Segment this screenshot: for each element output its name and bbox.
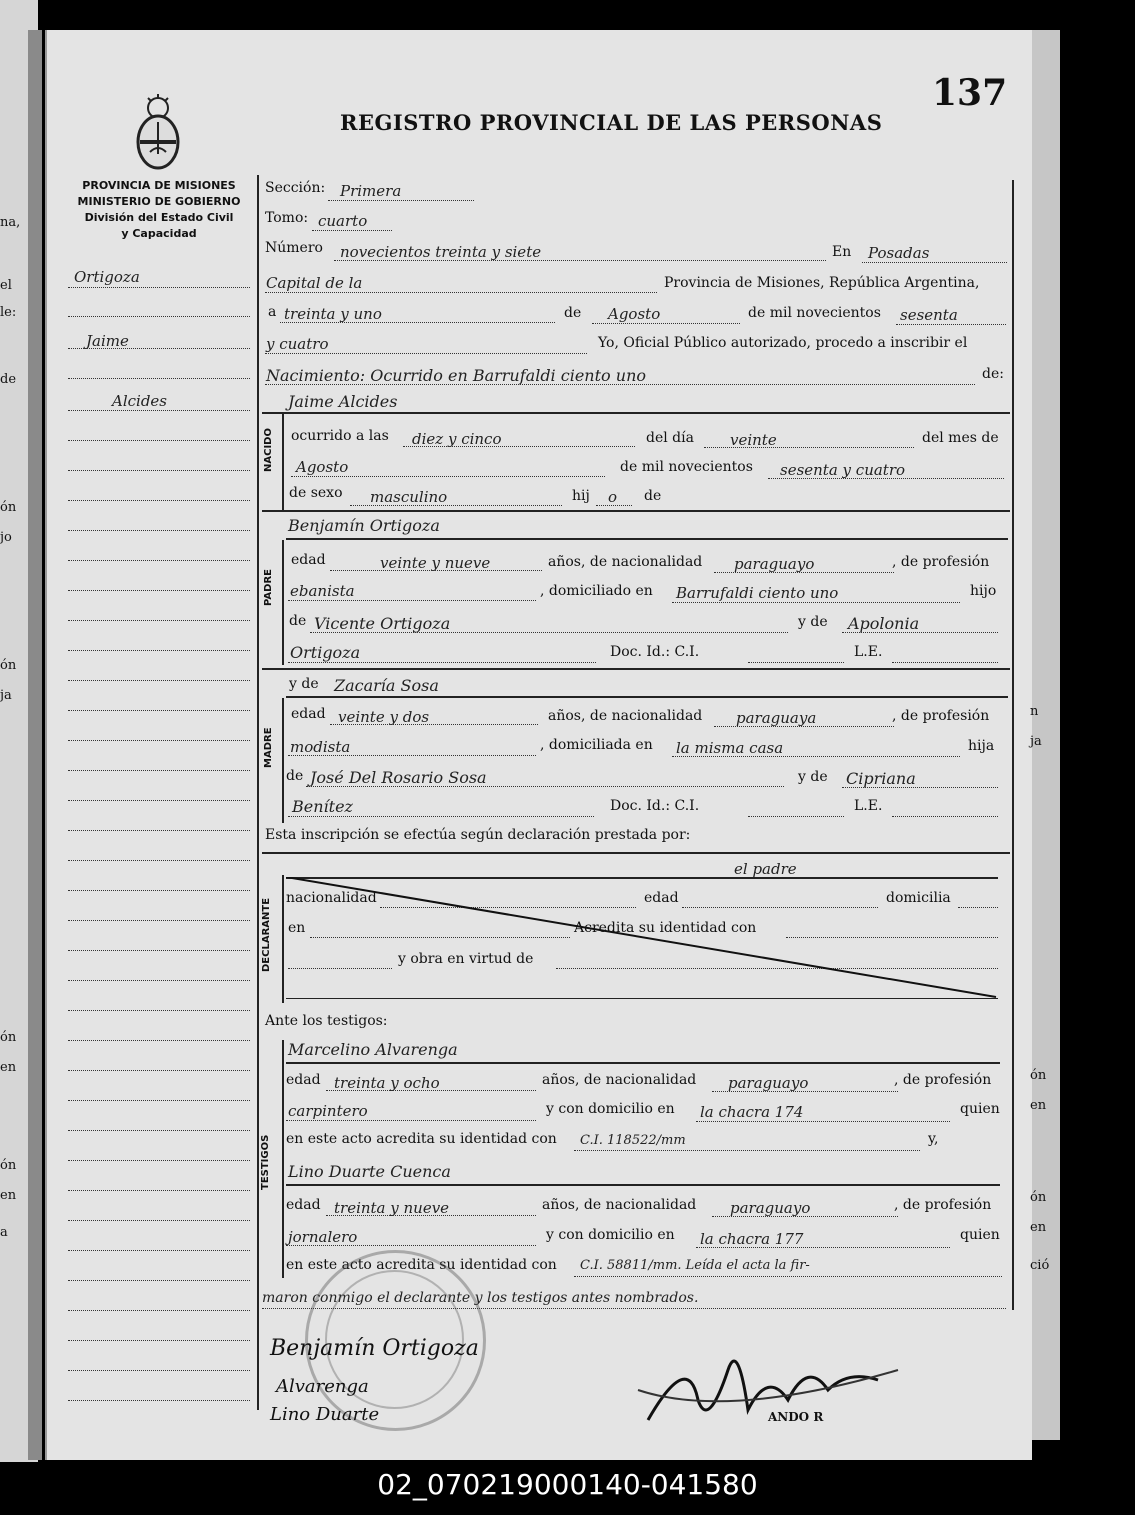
- testigo1-anios-label: años, de nacionalidad: [542, 1072, 697, 1088]
- field-line: [288, 662, 596, 663]
- padre-le-label: L.E.: [854, 644, 883, 660]
- right-fragment: ja: [1030, 734, 1042, 749]
- margin-line: [68, 440, 250, 441]
- field-line: [288, 816, 594, 817]
- section-bracket: [282, 412, 284, 512]
- field-line: [714, 572, 894, 573]
- right-fragment: en: [1030, 1098, 1047, 1113]
- field-line: [574, 1150, 920, 1151]
- margin-line: [68, 560, 250, 561]
- nacido-nombre: Jaime Alcides: [288, 392, 398, 411]
- field-line: [288, 600, 536, 601]
- margin-line: [68, 950, 250, 951]
- field-line: [712, 1091, 898, 1092]
- margin-line: [68, 1010, 250, 1011]
- left-fragment: ón: [0, 500, 17, 515]
- field-line: [714, 726, 894, 727]
- field-line: [291, 476, 605, 477]
- margin-line: [68, 1370, 250, 1371]
- right-fragment: ón: [1030, 1190, 1047, 1205]
- madre-profesion-label: , de profesión: [892, 708, 990, 724]
- name-rule: [286, 696, 1008, 698]
- scan-footer: [0, 1462, 1135, 1515]
- field-line: [892, 662, 998, 663]
- testigo1-documento: C.I. 118522/mm: [580, 1133, 686, 1148]
- declaracion-text: Esta inscripción se efectúa según declaración prestada por:: [265, 827, 691, 843]
- field-line: [288, 755, 536, 756]
- anio-nacimiento-value: sesenta y cuatro: [780, 461, 906, 479]
- mil-text: de mil novecientos: [748, 305, 881, 321]
- del-dia-label: del día: [646, 430, 694, 446]
- declarante-domicilia-label: domicilia: [886, 890, 951, 906]
- margin-line: [68, 1310, 250, 1311]
- padre-profesion-label: , de profesión: [892, 554, 990, 570]
- madre-nacionalidad-value: paraguaya: [736, 709, 817, 727]
- testigo2-documento: C.I. 58811/mm. Leída el acta la fir-: [580, 1258, 810, 1273]
- section-bracket: [282, 875, 284, 1003]
- madre-edad-value: veinte y dos: [338, 708, 430, 726]
- testigo1-quien-label: quien: [960, 1101, 1000, 1117]
- field-line: [330, 570, 542, 571]
- field-line: [842, 787, 998, 788]
- testigo1-profesion-label: , de profesión: [894, 1072, 992, 1088]
- hij-label: hij: [572, 488, 590, 504]
- margin-line: [68, 860, 250, 861]
- declarante-value: el padre: [734, 860, 797, 878]
- madre-de-label: de: [286, 768, 304, 784]
- field-line: [862, 262, 1007, 263]
- field-line: [306, 786, 784, 787]
- field-line: [286, 1245, 536, 1246]
- testigo2-profesion: jornalero: [288, 1228, 358, 1246]
- cancel-strike-line: [286, 877, 998, 999]
- field-line: [328, 200, 474, 201]
- sexo-value: masculino: [370, 488, 448, 506]
- field-line: [350, 505, 562, 506]
- left-fragment: le:: [0, 305, 17, 320]
- margin-line: [68, 1160, 250, 1161]
- seccion-label: Sección:: [265, 180, 326, 196]
- abuela-materna-apellido: Benítez: [292, 797, 353, 816]
- ocurrido-label: ocurrido a las: [291, 428, 389, 444]
- margin-line: [68, 348, 250, 349]
- testigos-section-label: TESTIGOS: [260, 1134, 271, 1190]
- signature-testigo1: Alvarenga: [276, 1376, 369, 1397]
- madre-le-label: L.E.: [854, 798, 883, 814]
- testigo2-profesion-label: , de profesión: [894, 1197, 992, 1213]
- testigo2-quien-label: quien: [960, 1227, 1000, 1243]
- anio-value: sesenta: [900, 306, 958, 324]
- margin-line: [68, 1040, 250, 1041]
- testigo2-domicilio: la chacra 177: [700, 1230, 804, 1248]
- declarante-virtud-label: y obra en virtud de: [398, 951, 534, 967]
- abuela-materna: Cipriana: [846, 769, 916, 788]
- madre-edad-label: edad: [291, 706, 326, 722]
- field-line: [748, 662, 844, 663]
- name-rule: [286, 1062, 1000, 1064]
- tomo-value: cuarto: [318, 212, 368, 230]
- testigo1-y-label: y,: [928, 1131, 939, 1147]
- capital-value: Capital de la: [266, 274, 363, 292]
- madre-section-label: MADRE: [263, 727, 274, 768]
- mil-label: de mil novecientos: [620, 459, 753, 475]
- abuelo-paterno: Vicente Ortigoza: [314, 614, 451, 633]
- numero-label: Número: [265, 240, 323, 256]
- right-fragment: ón: [1030, 1068, 1047, 1083]
- testigo1-domicilio: la chacra 174: [700, 1103, 804, 1121]
- madre-y-de-label: y de: [289, 676, 319, 692]
- field-line: [310, 632, 788, 633]
- field-line: [842, 632, 998, 633]
- field-line: [896, 324, 1006, 325]
- margin-line: [68, 890, 250, 891]
- left-fragment: el: [0, 278, 12, 293]
- en-label: En: [832, 244, 852, 260]
- margin-line: [68, 920, 250, 921]
- padre-domicilio-label: , domiciliado en: [540, 583, 653, 599]
- right-border: [1012, 180, 1014, 1310]
- section-rule: [262, 510, 1010, 512]
- testigo1-nacionalidad: paraguayo: [728, 1074, 809, 1092]
- margin-line: [68, 378, 250, 379]
- testigo1-nombre: Marcelino Alvarenga: [288, 1040, 458, 1059]
- left-fragment: en: [0, 1060, 17, 1075]
- margin-line: [68, 1340, 250, 1341]
- field-line: [696, 1247, 950, 1248]
- madre-anios-label: años, de nacionalidad: [548, 708, 703, 724]
- margin-surname: Ortigoza: [74, 268, 140, 286]
- signature-declarante: Benjamín Ortigoza: [270, 1336, 479, 1361]
- declarante-section-label: DECLARANTE: [261, 897, 272, 972]
- right-fragment: ció: [1030, 1258, 1050, 1273]
- margin-line: [68, 500, 250, 501]
- en-value: Posadas: [868, 244, 930, 262]
- section-rule: [262, 412, 1010, 414]
- page-number: 137: [932, 72, 1008, 114]
- padre-anios-label: años, de nacionalidad: [548, 554, 703, 570]
- field-line: [330, 724, 538, 725]
- institution-block: [68, 178, 250, 242]
- testigo2-edad-label: edad: [286, 1197, 321, 1213]
- padre-edad-value: veinte y nueve: [380, 554, 491, 572]
- hora-value: diez y cinco: [412, 430, 502, 448]
- left-fragment: ón: [0, 658, 17, 673]
- acto-value: Nacimiento: Ocurrido en Barrufaldi ciento uno: [266, 366, 646, 385]
- testigo2-anios-label: años, de nacionalidad: [542, 1197, 697, 1213]
- section-rule: [262, 852, 1010, 854]
- coat-of-arms-icon: [132, 92, 184, 174]
- dia-nacimiento-value: veinte: [730, 431, 777, 449]
- closing-text: maron conmigo el declarante y los testigos antes nombrados.: [262, 1290, 699, 1306]
- left-fragment: ón: [0, 1030, 17, 1045]
- margin-line: [68, 287, 250, 288]
- institution-line: PROVINCIA DE MISIONES: [82, 179, 236, 192]
- testigo1-profesion: carpintero: [288, 1102, 368, 1120]
- left-fragment: jo: [0, 530, 12, 545]
- left-fragment: de: [0, 372, 17, 387]
- field-line: [712, 1216, 898, 1217]
- padre-section-label: PADRE: [263, 569, 274, 606]
- testigo1-edad-label: edad: [286, 1072, 321, 1088]
- margin-line: [68, 410, 250, 411]
- margin-line: [68, 1070, 250, 1071]
- stamp-text: ANDO R: [768, 1410, 824, 1424]
- sexo-label: de sexo: [289, 485, 343, 501]
- field-line: [280, 322, 555, 323]
- field-line: [326, 1090, 536, 1091]
- margin-line: [68, 980, 250, 981]
- padre-nombre: Benjamín Ortigoza: [288, 516, 440, 535]
- left-fragment: ja: [0, 688, 12, 703]
- madre-domicilio-value: la misma casa: [676, 739, 784, 757]
- a-label: a: [268, 304, 277, 320]
- margin-line: [68, 710, 250, 711]
- testigo2-domicilio-label: y con domicilio en: [546, 1227, 675, 1243]
- oficial-text: Yo, Oficial Público autorizado, procedo a inscribir el: [598, 335, 968, 351]
- padre-hijo-label: hijo: [970, 583, 997, 599]
- left-fragment: ón: [0, 1158, 17, 1173]
- tomo-label: Tomo:: [265, 210, 309, 226]
- field-line: [592, 323, 740, 324]
- field-line: [672, 602, 960, 603]
- margin-name: Alcides: [112, 392, 168, 410]
- testigos-intro: Ante los testigos:: [265, 1013, 388, 1029]
- margin-line: [68, 1130, 250, 1131]
- margin-line: [68, 1190, 250, 1191]
- del-mes-label: del mes de: [922, 430, 999, 446]
- left-fragment: na,: [0, 215, 21, 230]
- declarante-en-label: en: [288, 920, 306, 936]
- margin-line: [68, 650, 250, 651]
- section-rule: [262, 668, 1010, 670]
- left-fragment: en: [0, 1188, 17, 1203]
- field-line: [696, 1121, 950, 1122]
- left-fragment: a: [0, 1225, 8, 1240]
- margin-name: Jaime: [86, 332, 129, 350]
- de-colon-label: de:: [982, 366, 1004, 382]
- testigo1-edad: treinta y ocho: [334, 1074, 440, 1092]
- margin-line: [68, 530, 250, 531]
- margin-line: [68, 590, 250, 591]
- margin-line: [68, 740, 250, 741]
- field-line: [403, 446, 635, 447]
- abuela-paterna: Apolonia: [848, 614, 920, 633]
- madre-nombre: Zacaría Sosa: [334, 676, 439, 695]
- field-line: [265, 384, 975, 385]
- signature-testigo2: Lino Duarte: [270, 1404, 380, 1425]
- margin-line: [68, 1250, 250, 1251]
- margin-line: [68, 470, 250, 471]
- declarante-acredita-label: Acredita su identidad con: [574, 920, 757, 936]
- mes-value: Agosto: [608, 305, 661, 323]
- padre-domicilio-value: Barrufaldi ciento uno: [676, 584, 839, 602]
- madre-doc-label: Doc. Id.: C.I.: [610, 798, 700, 814]
- abuela-paterna-apellido: Ortigoza: [290, 643, 361, 662]
- page-binding: [28, 30, 42, 1460]
- testigo2-nacionalidad: paraguayo: [730, 1199, 811, 1217]
- field-line: [672, 756, 960, 757]
- margin-line: [68, 680, 250, 681]
- padre-profesion-value: ebanista: [290, 582, 355, 600]
- right-fragment: n: [1030, 704, 1039, 719]
- testigo1-domicilio-label: y con domicilio en: [546, 1101, 675, 1117]
- margin-line: [68, 800, 250, 801]
- page-title: REGISTRO PROVINCIAL DE LAS PERSONAS: [340, 110, 883, 135]
- name-rule: [286, 1184, 1000, 1186]
- padre-y-de-label: y de: [798, 614, 828, 630]
- declarante-edad-label: edad: [644, 890, 679, 906]
- field-line: [286, 1120, 536, 1121]
- madre-profesion-value: modista: [290, 738, 351, 756]
- seccion-value: Primera: [340, 182, 402, 200]
- margin-line: [68, 316, 250, 317]
- hij-de-label: de: [644, 488, 662, 504]
- testigo2-acredita-label: en este acto acredita su identidad con: [286, 1257, 557, 1273]
- testigo2-edad: treinta y nueve: [334, 1199, 450, 1217]
- institution-line: MINISTERIO DE GOBIERNO: [77, 195, 241, 208]
- field-line: [326, 1215, 536, 1216]
- field-line: [265, 353, 587, 354]
- section-bracket: [282, 1040, 284, 1278]
- de-label: de: [564, 305, 582, 321]
- mes-nacimiento-value: Agosto: [296, 458, 349, 476]
- madre-y-de-label-2: y de: [798, 769, 828, 785]
- field-line: [704, 447, 914, 448]
- margin-line: [68, 830, 250, 831]
- madre-hija-label: hija: [968, 738, 995, 754]
- testigo2-nombre: Lino Duarte Cuenca: [288, 1162, 451, 1181]
- provincia-text: Provincia de Misiones, República Argentina,: [664, 275, 980, 291]
- margin-line: [68, 1280, 250, 1281]
- institution-line: División del Estado Civil: [84, 211, 234, 224]
- margin-divider: [257, 175, 259, 1410]
- padre-doc-label: Doc. Id.: C.I.: [610, 644, 700, 660]
- field-line: [892, 816, 998, 817]
- field-line: [596, 505, 632, 506]
- testigo1-acredita-label: en este acto acredita su identidad con: [286, 1131, 557, 1147]
- anio-value-2: y cuatro: [266, 335, 329, 353]
- field-line: [265, 292, 657, 293]
- padre-nacionalidad-value: paraguayo: [734, 555, 815, 573]
- nacido-section-label: NACIDO: [263, 428, 274, 472]
- field-line: [768, 478, 1004, 479]
- madre-domicilio-label: , domiciliada en: [540, 737, 653, 753]
- margin-line: [68, 770, 250, 771]
- scan-id: 02_070219000140-041580: [377, 1468, 758, 1501]
- padre-edad-label: edad: [291, 552, 326, 568]
- numero-value: novecientos treinta y siete: [340, 243, 542, 261]
- dia-value: treinta y uno: [284, 305, 382, 323]
- name-rule: [286, 538, 1008, 540]
- margin-line: [68, 1400, 250, 1401]
- field-line: [574, 1276, 1002, 1277]
- field-line: [334, 260, 826, 261]
- abuelo-materno: José Del Rosario Sosa: [310, 768, 487, 787]
- hij-value: o: [608, 488, 618, 506]
- padre-de-label: de: [289, 613, 307, 629]
- right-fragment: en: [1030, 1220, 1047, 1235]
- margin-line: [68, 1100, 250, 1101]
- margin-line: [68, 1220, 250, 1221]
- section-bracket: [282, 540, 284, 665]
- field-line: [312, 230, 392, 231]
- margin-line: [68, 620, 250, 621]
- institution-line: y Capacidad: [121, 227, 197, 240]
- declarante-nacionalidad-label: nacionalidad: [286, 890, 377, 906]
- field-line: [748, 816, 844, 817]
- section-bracket: [282, 698, 284, 823]
